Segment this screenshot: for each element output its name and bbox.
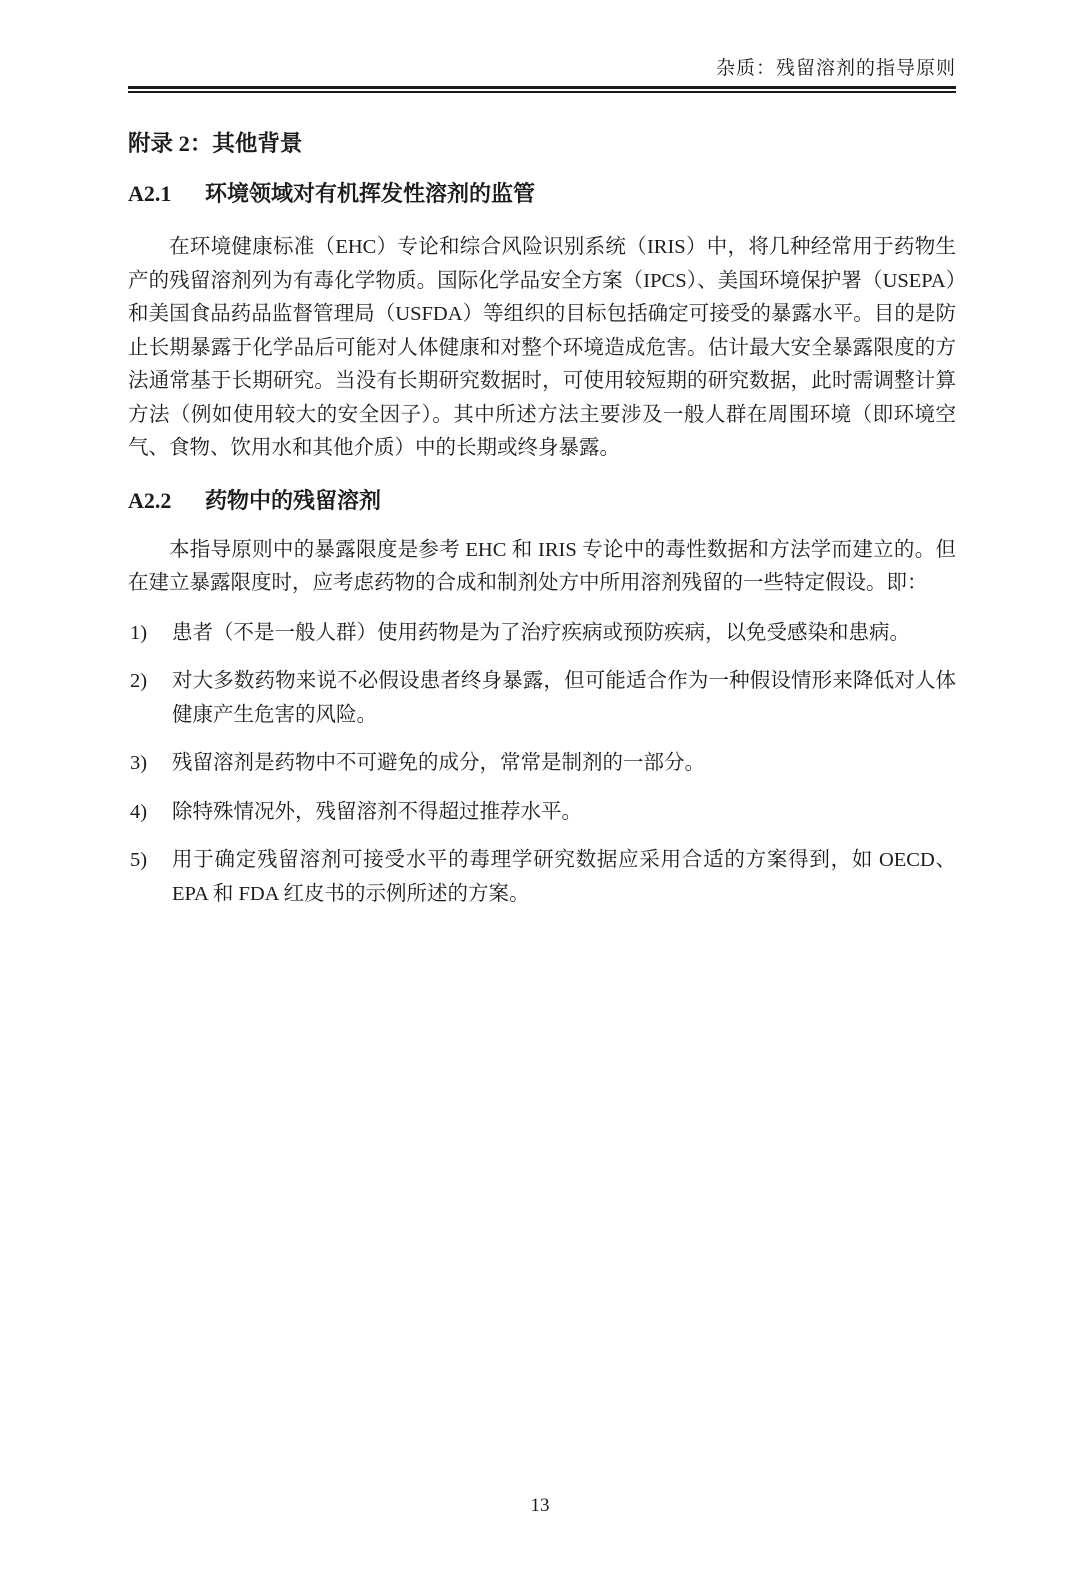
list-item-number: 5) [130, 849, 148, 871]
list-item-number: 2) [130, 670, 148, 692]
list-item-5 [128, 844, 956, 911]
paragraph-a2-2: 本指导原则中的暴露限度是参考 EHC 和 IRIS 专论中的毒性数据和方法学而建立的。但在建立暴露限度时，应考虑药物的合成和制剂处方中所用溶剂残留的一些特定假设。即： [128, 538, 956, 594]
appendix-title: 附录 2：其他背景 [128, 131, 303, 156]
section-heading-a2-2 [128, 486, 956, 516]
list-item-number: 3) [130, 752, 148, 774]
list-item-4 [128, 796, 956, 830]
list-item-text: 患者（不是一般人群）使用药物是为了治疗疾病或预防疾病，以免受感染和患病。 [172, 621, 910, 644]
list-item-3 [128, 747, 956, 781]
list-item-number: 1) [130, 621, 148, 644]
list-item-text: 残留溶剂是药物中不可避免的成分，常常是制剂的一部分。 [172, 752, 705, 774]
section-title: 药物中的残留溶剂 [205, 487, 382, 513]
section-heading-a2-1 [128, 179, 956, 209]
paragraph-a2-1: 在环境健康标准（EHC）专论和综合风险识别系统（IRIS）中，将几种经常用于药物生产的残留溶剂列为有毒化学物质。国际化学品安全方案（IPCS）、美国环境保护署（USEPA）和美国食品药品监督管理局（USFDA）等组织的目标包括确定可接受的暴露水平。目的是防止长期暴露于化学品后可能对人体健康和对整个环境造成危害。估计最大安全暴露限度的方法通常基于长期研究。当没有长期研究数据时，可使用较短期的研究数据，此时需调整计算方法（例如使用较大的安全因子）。其中所述方法主要涉及一般人群在周围环境（即环境空气、食物、饮用水和其他介质）中的长期或终身暴露。 [128, 236, 956, 459]
section-number: A2.2 [128, 487, 172, 513]
section-number: A2.1 [128, 181, 172, 206]
list-item-text: 用于确定残留溶剂可接受水平的毒理学研究数据应采用合适的方案得到，如 OECD、EPA 和 FDA 红皮书的示例所述的方案。 [172, 849, 956, 905]
document-page [0, 56, 1080, 1584]
header-rule [128, 86, 956, 93]
assumptions-list [128, 617, 956, 912]
list-item-number: 4) [130, 800, 148, 823]
list-item-2 [128, 665, 956, 732]
page-number: 13 [530, 1495, 550, 1516]
list-item-text: 对大多数药物来说不必假设患者终身暴露，但可能适合作为一种假设情形来降低对人体健康产生危害的风险。 [172, 670, 956, 726]
section-title: 环境领域对有机挥发性溶剂的监管 [205, 181, 536, 206]
running-header: 杂质：残留溶剂的指导原则 [715, 58, 956, 79]
list-item-1 [128, 617, 956, 651]
page-content [0, 56, 1080, 911]
list-item-text: 除特殊情况外，残留溶剂不得超过推荐水平。 [172, 800, 582, 823]
